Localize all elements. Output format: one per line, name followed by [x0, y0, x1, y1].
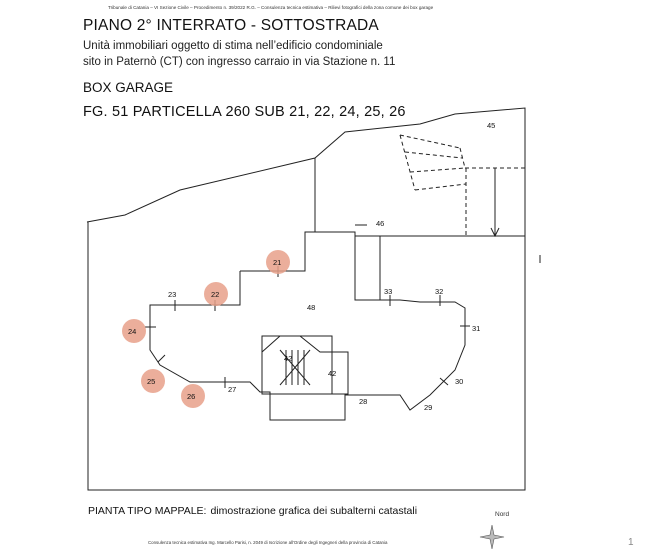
- north-arrow-icon: [480, 511, 509, 549]
- caption-text: dimostrazione grafica dei subalterni catastali: [210, 505, 418, 517]
- header-note: Tribunale di Catania – VI Sezione Civile – Procedimento n. 39/2022 R.G. – Consulenza tecnica estimativa – Rilievi fotografici della zona comune dei box garage: [108, 5, 434, 10]
- unit-label-21: 21: [273, 258, 282, 267]
- subtitle-line-2: sito in Paternò (CT) con ingresso carraio in via Stazione n. 11: [83, 56, 396, 68]
- unit-label-26: 26: [187, 392, 196, 401]
- page-number: 1: [628, 537, 634, 548]
- plan-caption: [88, 505, 417, 517]
- plan-boundary: [87, 108, 540, 490]
- unit-label-29: 29: [424, 403, 433, 412]
- box-garage-heading: BOX GARAGE: [83, 80, 174, 95]
- caption-label: PIANTA TIPO MAPPALE:: [88, 505, 207, 517]
- cadastral-reference: FG. 51 PARTICELLA 260 SUB 21, 22, 24, 25, 26: [83, 104, 406, 120]
- unit-label-23: 23: [168, 290, 177, 299]
- unit-label-42: 42: [328, 369, 337, 378]
- unit-label-48: 48: [307, 303, 316, 312]
- unit-label-24: 24: [128, 327, 137, 336]
- unit-label-22: 22: [211, 290, 220, 299]
- north-label: Nord: [495, 511, 510, 518]
- unit-label-42-stair: 42: [284, 354, 293, 363]
- unit-label-30: 30: [455, 377, 464, 386]
- page-title: PIANO 2° INTERRATO - SOTTOSTRADA: [83, 17, 379, 34]
- subtitle-line-1: Unità immobiliari oggetto di stima nell’edificio condominiale: [83, 40, 383, 52]
- unit-label-46: 46: [376, 219, 385, 228]
- unit-label-32: 32: [435, 287, 444, 296]
- unit-label-45: 45: [487, 121, 496, 130]
- unit-label-33: 33: [384, 287, 393, 296]
- unit-labels: [128, 121, 495, 412]
- unit-label-28: 28: [359, 397, 368, 406]
- unit-label-27: 27: [228, 385, 237, 394]
- footer-note: Consulenza tecnica estimativa Ing. Marcello Parisi, n. 2049 di Iscrizione all’Ordine degli Ingegneri della provincia di Catania: [148, 540, 388, 545]
- unit-label-31: 31: [472, 324, 481, 333]
- unit-label-25: 25: [147, 377, 156, 386]
